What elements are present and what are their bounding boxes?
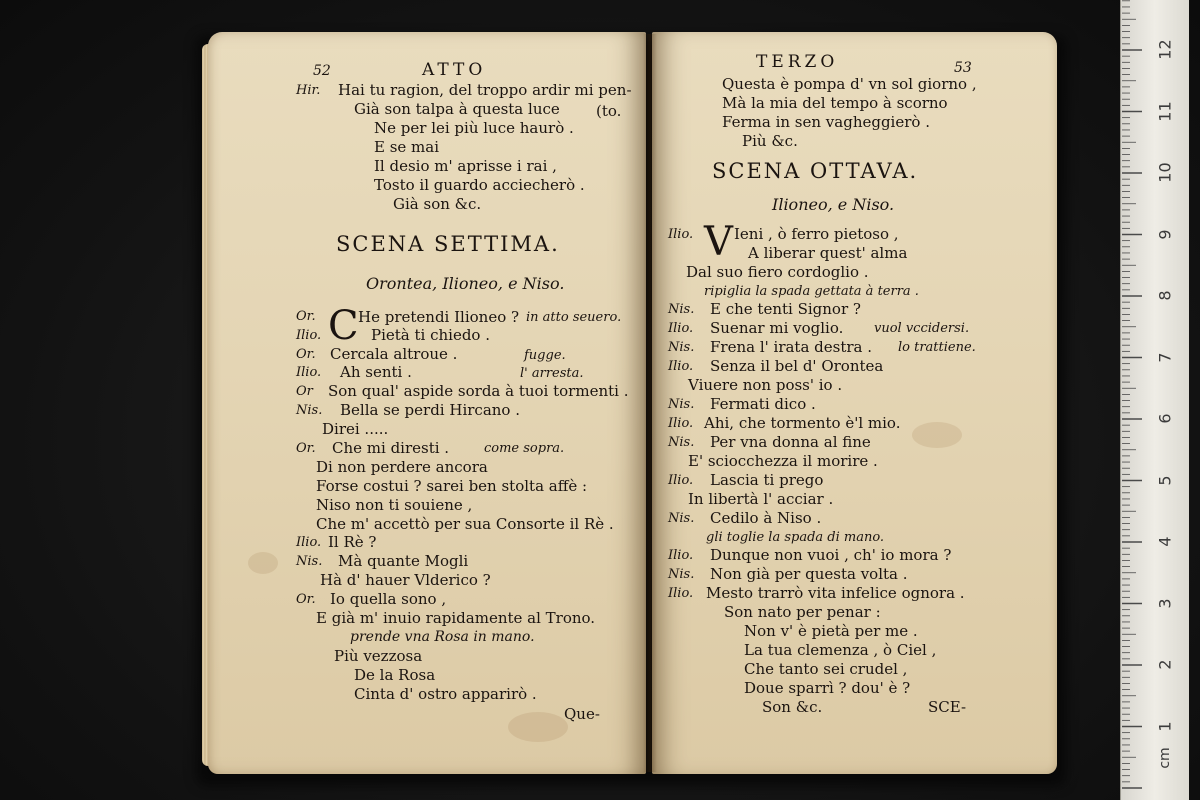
stage-direction: prende vna Rosa in mano. — [350, 629, 535, 645]
speaker: Ilio. — [668, 416, 694, 431]
foxing-stain — [912, 422, 962, 448]
character-list: Ilioneo, e Niso. — [772, 195, 895, 214]
dialogue-line: Hà d' hauer Vlderico ? — [320, 571, 491, 589]
scene-title: SCENA SETTIMA. — [336, 232, 560, 256]
dialogue-line: Non v' è pietà per me . — [744, 622, 918, 640]
dialogue-line: E già m' inuio rapidamente al Trono. — [316, 609, 596, 627]
character-list: Orontea, Ilioneo, e Niso. — [366, 274, 565, 293]
speaker: Ilio. — [668, 473, 694, 488]
ruler-number: 8 — [1155, 290, 1175, 301]
speaker: Ilio. — [296, 365, 322, 380]
foxing-stain — [248, 552, 278, 574]
ruler-number: 9 — [1155, 228, 1175, 240]
dialogue-line: De la Rosa — [354, 666, 436, 684]
verse-line: Hai tu ragion, del troppo ardir mi pen- — [338, 81, 632, 99]
dialogue-line: He pretendi Ilioneo ? — [358, 308, 520, 326]
dialogue-line: Fermati dico . — [710, 395, 816, 413]
dialogue-line: Cinta d' ostro apparirò . — [354, 685, 537, 703]
verse-line: Questa è pompa d' vn sol giorno , — [722, 75, 977, 93]
ruler-number: 2 — [1155, 659, 1175, 670]
dialogue-line: Che m' accettò per sua Consorte il Rè . — [316, 515, 614, 533]
dialogue-line: In libertà l' acciar . — [688, 490, 834, 508]
dialogue-line: Son nato per penar : — [724, 603, 881, 621]
ruler-unit-label: cm — [1157, 747, 1173, 769]
dialogue-line: Ieni , ò ferro pietoso , — [734, 225, 899, 243]
dialogue-line: Ah senti . — [340, 363, 412, 381]
dialogue-line: Ahi, che tormento è'l mio. — [704, 414, 901, 432]
dialogue-line: Son &c. — [762, 698, 823, 716]
verse-line: Già son talpa à questa luce — [354, 100, 560, 118]
dialogue-line: Che tanto sei crudel , — [744, 660, 908, 678]
speaker: Or. — [296, 347, 316, 362]
speaker: Hir. — [296, 83, 321, 98]
dialogue-line: Cercala altroue . — [330, 345, 458, 363]
dialogue-line: Viuere non poss' io . — [688, 376, 843, 394]
dialogue-line: Senza il bel d' Orontea — [710, 357, 884, 375]
ruler-number: 5 — [1155, 474, 1175, 486]
dialogue-line: La tua clemenza , ò Ciel , — [744, 641, 937, 659]
scene-title: SCENA OTTAVA. — [712, 159, 919, 183]
stage-direction: fugge. — [524, 348, 566, 363]
dialogue-line: A liberar quest' alma — [748, 244, 908, 262]
ruler-number: 3 — [1155, 597, 1175, 609]
speaker: Ilio. — [668, 321, 694, 336]
verse-line: Più &c. — [742, 132, 798, 150]
foxing-stain — [508, 712, 568, 742]
dialogue-line: Pietà ti chiedo . — [371, 326, 491, 344]
catchword: Que- — [564, 705, 600, 723]
speaker: Nis. — [668, 435, 695, 450]
speaker: Nis. — [296, 554, 323, 569]
verse-line: Ne per lei più luce haurò . — [374, 119, 574, 137]
speaker: Or. — [296, 441, 316, 456]
dialogue-line: Suenar mi voglio. — [710, 319, 844, 337]
dialogue-line: Doue sparrì ? dou' è ? — [744, 679, 911, 697]
stage-direction: come sopra. — [484, 441, 565, 456]
speaker: Nis. — [668, 511, 695, 526]
dialogue-line: Bella se perdi Hircano . — [340, 401, 520, 419]
dialogue-line: Per vna donna al fine — [710, 433, 871, 451]
measuring-ruler — [1120, 0, 1189, 800]
ruler-number: 4 — [1155, 536, 1175, 547]
verse-line: (to. — [596, 102, 622, 120]
drop-cap: C — [328, 303, 359, 349]
verse-line: Il desio m' aprisse i rai , — [374, 157, 557, 175]
dialogue-line: Lascia ti prego — [710, 471, 824, 489]
ruler-number: 12 — [1155, 39, 1175, 60]
dialogue-line: Mesto trarrò vita infelice ognora . — [706, 584, 965, 602]
book-gutter — [643, 34, 657, 772]
left-running-head: ATTO — [422, 60, 487, 80]
verse-line: Ferma in sen vagheggierò . — [722, 113, 930, 131]
stage-direction: lo trattiene. — [898, 340, 976, 355]
dialogue-line: Niso non ti souiene , — [316, 496, 473, 514]
dialogue-line: Forse costui ? sarei ben stolta affè : — [316, 477, 588, 495]
dialogue-line: Di non perdere ancora — [316, 458, 488, 476]
stage-direction: ripiglia la spada gettata à terra . — [704, 284, 919, 299]
verse-line: Già son &c. — [393, 195, 482, 213]
dialogue-line: Dunque non vuoi , ch' io mora ? — [710, 546, 952, 564]
drop-cap: V — [704, 219, 733, 265]
dialogue-line: Che mi diresti . — [332, 439, 450, 457]
speaker: Ilio. — [296, 328, 322, 343]
right-page-number: 53 — [954, 60, 972, 76]
speaker: Or — [296, 384, 313, 399]
left-page-number: 52 — [313, 63, 331, 79]
dialogue-line: E che tenti Signor ? — [710, 300, 861, 318]
dialogue-line: Più vezzosa — [334, 647, 423, 665]
speaker: Or. — [296, 309, 316, 324]
verse-line: Mà la mia del tempo à scorno — [722, 94, 948, 112]
dialogue-line: Son qual' aspide sorda à tuoi tormenti . — [328, 382, 629, 400]
ruler-number: 10 — [1155, 162, 1175, 183]
stage-direction: gli toglie la spada di mano. — [706, 530, 885, 545]
speaker: Ilio. — [668, 548, 694, 563]
dialogue-line: Il Rè ? — [328, 533, 377, 551]
dialogue-line: E' sciocchezza il morire . — [688, 452, 878, 470]
speaker: Ilio. — [296, 535, 322, 550]
speaker: Nis. — [296, 403, 323, 418]
speaker: Nis. — [668, 302, 695, 317]
speaker: Nis. — [668, 567, 695, 582]
ruler-number: 11 — [1155, 100, 1175, 122]
dialogue-line: Io quella sono , — [330, 590, 447, 608]
dialogue-line: Non già per questa volta . — [710, 565, 908, 583]
right-page — [652, 32, 1057, 774]
dialogue-line: Cedilo à Niso . — [710, 509, 822, 527]
catchword: SCE- — [928, 698, 967, 716]
ruler-number: 6 — [1155, 413, 1175, 424]
dialogue-line: Direi ..... — [322, 420, 389, 438]
ruler-number: 7 — [1155, 351, 1175, 363]
left-page — [208, 32, 646, 774]
speaker: Nis. — [668, 340, 695, 355]
right-running-head: TERZO — [756, 52, 839, 72]
verse-line: Tosto il guardo acciecherò . — [374, 176, 585, 194]
stage-direction: in atto seuero. — [526, 310, 622, 325]
speaker: Or. — [296, 592, 316, 607]
dialogue-line: Mà quante Mogli — [338, 552, 469, 570]
speaker: Ilio. — [668, 586, 694, 601]
ruler-number: 1 — [1155, 720, 1175, 732]
stage-direction: l' arresta. — [520, 366, 584, 381]
dialogue-line: Dal suo fiero cordoglio . — [686, 263, 869, 281]
speaker: Nis. — [668, 397, 695, 412]
dialogue-line: Frena l' irata destra . — [710, 338, 873, 356]
verse-line: E se mai — [374, 138, 440, 156]
speaker: Ilio. — [668, 227, 694, 242]
speaker: Ilio. — [668, 359, 694, 374]
stage-direction: vuol vccidersi. — [874, 321, 970, 336]
